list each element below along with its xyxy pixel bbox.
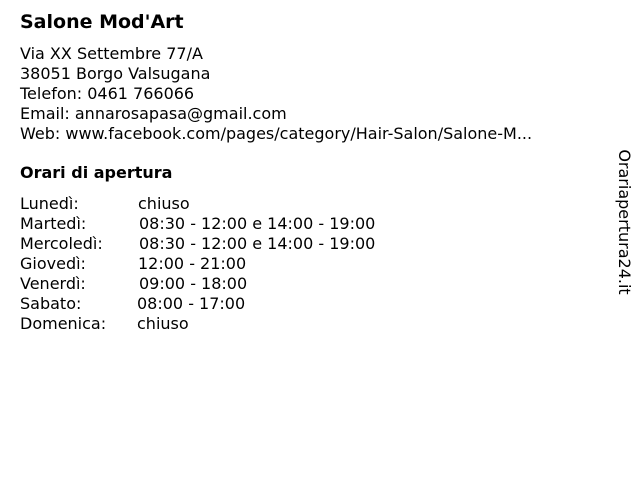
side-brand-text: Orariapertura24.it — [615, 148, 634, 295]
time-value: 08:30 - 12:00 e 14:00 - 19:00 — [139, 234, 376, 253]
side-brand — [612, 134, 636, 309]
opening-hours-title: Orari di apertura — [20, 163, 173, 182]
contact-info — [20, 44, 532, 144]
web-link[interactable]: Web: www.facebook.com/pages/category/Hair-Salon/Salone-M... — [20, 124, 533, 143]
day-label: Martedì: — [20, 214, 87, 233]
day-label: Sabato: — [20, 294, 82, 313]
time-value: chiuso — [137, 314, 189, 333]
day-label: Venerdì: — [20, 274, 86, 293]
day-label: Mercoledì: — [20, 234, 103, 253]
email-text: Email: annarosapasa@gmail.com — [20, 104, 287, 123]
address-city: 38051 Borgo Valsugana — [20, 64, 211, 83]
salon-name: Salone Mod'Art — [20, 11, 184, 33]
time-value: chiuso — [138, 194, 190, 213]
day-label: Giovedì: — [20, 254, 86, 273]
address-street: Via XX Settembre 77/A — [20, 44, 203, 63]
time-value: 12:00 - 21:00 — [138, 254, 247, 273]
time-value: 08:30 - 12:00 e 14:00 - 19:00 — [139, 214, 376, 233]
time-value: 08:00 - 17:00 — [137, 294, 246, 313]
day-label: Lunedì: — [20, 194, 79, 213]
phone-text: Telefon: 0461 766066 — [20, 84, 195, 103]
time-value: 09:00 - 18:00 — [139, 274, 248, 293]
day-label: Domenica: — [20, 314, 107, 333]
